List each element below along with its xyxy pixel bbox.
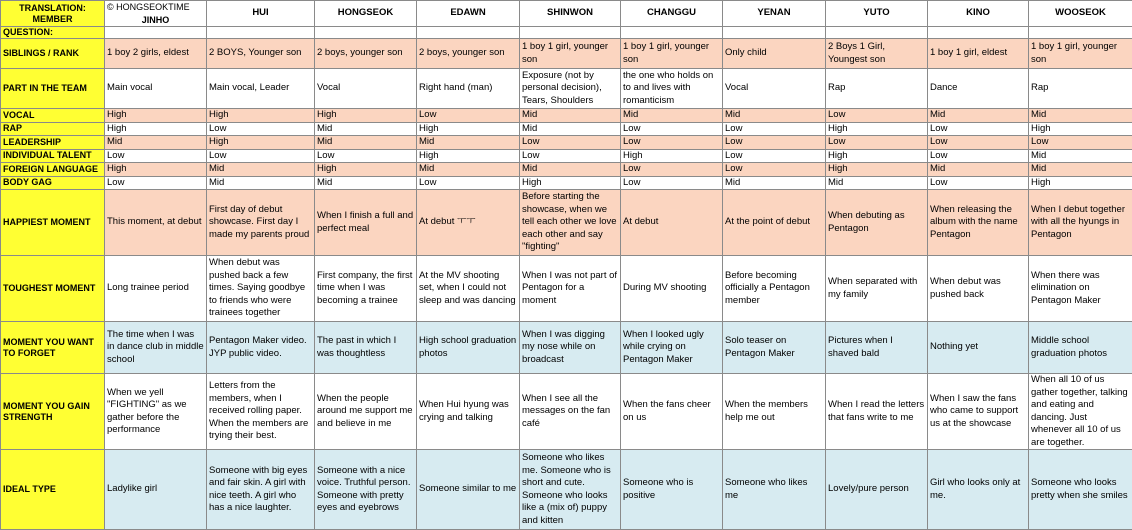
answer-cell: Mid [315, 122, 417, 136]
answer-cell: Low [621, 122, 723, 136]
answer-cell: Low [826, 109, 928, 123]
answer-cell: Low [520, 149, 621, 163]
member-label: MEMBER [3, 14, 102, 25]
answer-cell: High [621, 149, 723, 163]
answer-cell: Main vocal [105, 69, 207, 109]
answer-cell: When the members help me out [723, 374, 826, 450]
answer-cell: Mid [520, 109, 621, 123]
member-name: WOOSEOK [1029, 1, 1132, 27]
table-row [1, 109, 1132, 123]
empty-cell [826, 27, 928, 39]
table-row [1, 149, 1132, 163]
answer-cell: When debuting as Pentagon [826, 190, 928, 256]
member-name: EDAWN [417, 1, 520, 27]
question-label: RAP [1, 122, 105, 136]
question-label: FOREIGN LANGUAGE [1, 163, 105, 177]
answer-cell: Exposure (not by personal decision), Tears, Shoulders [520, 69, 621, 109]
answer-cell: the one who holds on to and lives with romanticism [621, 69, 723, 109]
answer-cell: Someone with big eyes and fair skin. A girl with nice teeth. A girl who has a nice laughter. [207, 450, 315, 530]
table-row [1, 374, 1132, 450]
answer-cell: High [520, 176, 621, 190]
answer-cell: High [105, 109, 207, 123]
answer-cell: Nothing yet [928, 322, 1029, 374]
answer-cell: Low [621, 136, 723, 150]
empty-cell [723, 27, 826, 39]
question-row [1, 27, 1132, 39]
answer-cell: 2 BOYS, Younger son [207, 39, 315, 69]
answer-cell: Someone similar to me [417, 450, 520, 530]
answer-cell: 1 boy 1 girl, eldest [928, 39, 1029, 69]
answer-cell: High [207, 136, 315, 150]
answer-cell: 2 boys, younger son [417, 39, 520, 69]
answer-cell: Low [723, 122, 826, 136]
answer-cell: High [207, 109, 315, 123]
answer-cell: Mid [520, 122, 621, 136]
answer-cell: Mid [928, 109, 1029, 123]
answer-cell: The past in which I was thoughtless [315, 322, 417, 374]
answer-cell: When I saw the fans who came to support us at the showcase [928, 374, 1029, 450]
answer-cell: Mid [826, 176, 928, 190]
answer-cell: Low [315, 149, 417, 163]
question-label: PART IN THE TEAM [1, 69, 105, 109]
answer-cell: Letters from the members, when I received rolling paper. When the members are trying their best. [207, 374, 315, 450]
member-name: YENAN [723, 1, 826, 27]
answer-cell: First company, the first time when I was becoming a trainee [315, 256, 417, 322]
answer-cell: Low [417, 109, 520, 123]
translation-label: TRANSLATION: [3, 3, 102, 14]
answer-cell: Mid [1029, 163, 1132, 177]
answer-cell: Ladylike girl [105, 450, 207, 530]
answer-cell: Mid [417, 163, 520, 177]
answer-cell: Mid [315, 136, 417, 150]
table-row [1, 256, 1132, 322]
answer-cell: High [826, 122, 928, 136]
answer-cell: 1 boy 1 girl, younger son [520, 39, 621, 69]
answer-cell: When I finish a full and perfect meal [315, 190, 417, 256]
answer-cell: Mid [207, 176, 315, 190]
answer-cell: Mid [207, 163, 315, 177]
table-row [1, 122, 1132, 136]
answer-cell: Girl who looks only at me. [928, 450, 1029, 530]
answer-cell: When all 10 of us gather together, talking and eating and dancing. Just whenever all 10 of us are together. [1029, 374, 1132, 450]
answer-cell: Low [928, 176, 1029, 190]
answer-cell: Low [105, 176, 207, 190]
member-name: SHINWON [520, 1, 621, 27]
answer-cell: High [315, 109, 417, 123]
empty-cell [105, 27, 207, 39]
answer-cell: Main vocal, Leader [207, 69, 315, 109]
empty-cell [417, 27, 520, 39]
answer-cell: Mid [1029, 149, 1132, 163]
answer-cell: First day of debut showcase. First day I made my parents proud [207, 190, 315, 256]
answer-cell: Low [105, 149, 207, 163]
answer-cell: Dance [928, 69, 1029, 109]
answer-cell: Rap [1029, 69, 1132, 109]
jinho-header [105, 1, 207, 27]
empty-cell [621, 27, 723, 39]
answer-cell: 1 boy 2 girls, eldest [105, 39, 207, 69]
answer-cell: When I see all the messages on the fan café [520, 374, 621, 450]
answer-cell: When I debut together with all the hyungs in Pentagon [1029, 190, 1132, 256]
answer-cell: Mid [621, 109, 723, 123]
answer-cell: 1 boy 1 girl, younger son [621, 39, 723, 69]
answer-cell: Before becoming officially a Pentagon member [723, 256, 826, 322]
answer-cell: At debut [621, 190, 723, 256]
question-label: BODY GAG [1, 176, 105, 190]
answer-cell: Pentagon Maker video. JYP public video. [207, 322, 315, 374]
answer-cell: Mid [417, 136, 520, 150]
answer-cell: Only child [723, 39, 826, 69]
answer-cell: High [105, 163, 207, 177]
answer-cell: At the MV shooting set, when I could not sleep and was dancing [417, 256, 520, 322]
answer-cell: High [417, 122, 520, 136]
empty-cell [520, 27, 621, 39]
question-label: INDIVIDUAL TALENT [1, 149, 105, 163]
member-name: KINO [928, 1, 1029, 27]
answer-cell: High [315, 163, 417, 177]
answer-cell: When releasing the album with the name Pentagon [928, 190, 1029, 256]
question-label: LEADERSHIP [1, 136, 105, 150]
credit-watermark: © HONGSEOKTIME [107, 1, 204, 14]
answer-cell: Someone who looks pretty when she smiles [1029, 450, 1132, 530]
table-row [1, 136, 1132, 150]
table-row [1, 39, 1132, 69]
table-row [1, 163, 1132, 177]
answer-cell: Low [520, 136, 621, 150]
answer-cell: When the fans cheer on us [621, 374, 723, 450]
answer-cell: High [826, 163, 928, 177]
answer-cell: High [417, 149, 520, 163]
answer-cell: When debut was pushed back a few times. Saying goodbye to friends who were trainees together [207, 256, 315, 322]
empty-cell [928, 27, 1029, 39]
answer-cell: Mid [1029, 109, 1132, 123]
table-row [1, 322, 1132, 374]
answer-cell: Pictures when I shaved bald [826, 322, 928, 374]
answer-cell: Mid [723, 176, 826, 190]
answer-cell: Low [417, 176, 520, 190]
answer-cell: Low [1029, 136, 1132, 150]
answer-cell: Low [621, 163, 723, 177]
answer-cell: High [105, 122, 207, 136]
empty-cell [315, 27, 417, 39]
answer-cell: Low [928, 149, 1029, 163]
answer-cell: Low [928, 136, 1029, 150]
table-row [1, 69, 1132, 109]
answer-cell: When I was digging my nose while on broadcast [520, 322, 621, 374]
answer-cell: Mid [315, 176, 417, 190]
answer-cell: At debut ㅜㅜ [417, 190, 520, 256]
question-label: TOUGHEST MOMENT [1, 256, 105, 322]
answer-cell: When I was not part of Pentagon for a moment [520, 256, 621, 322]
question-label: HAPPIEST MOMENT [1, 190, 105, 256]
answer-cell: When the people around me support me and believe in me [315, 374, 417, 450]
answer-cell: Someone with a nice voice. Truthful person. Someone with pretty eyes and eyebrows [315, 450, 417, 530]
question-label: IDEAL TYPE [1, 450, 105, 530]
answer-cell: Mid [723, 109, 826, 123]
answer-cell: Low [207, 149, 315, 163]
answer-cell: 1 boy 1 girl, younger son [1029, 39, 1132, 69]
answer-cell: Low [826, 136, 928, 150]
answer-cell: Long trainee period [105, 256, 207, 322]
answer-cell: Mid [520, 163, 621, 177]
answer-cell: Rap [826, 69, 928, 109]
answer-cell: High [1029, 122, 1132, 136]
member-name: CHANGGU [621, 1, 723, 27]
answer-cell: Middle school graduation photos [1029, 322, 1132, 374]
answer-cell: When Hui hyung was crying and talking [417, 374, 520, 450]
table-row [1, 176, 1132, 190]
answer-cell: When I read the letters that fans write to me [826, 374, 928, 450]
answer-cell: Vocal [723, 69, 826, 109]
answer-cell: Right hand (man) [417, 69, 520, 109]
answer-cell: When we yell "FIGHTING" as we gather before the performance [105, 374, 207, 450]
answer-cell: Low [723, 149, 826, 163]
table-row [1, 450, 1132, 530]
answer-cell: Lovely/pure person [826, 450, 928, 530]
answer-cell: Vocal [315, 69, 417, 109]
answer-cell: During MV shooting [621, 256, 723, 322]
empty-cell [1029, 27, 1132, 39]
question-label: MOMENT YOU WANT TO FORGET [1, 322, 105, 374]
table-row [1, 190, 1132, 256]
answer-cell: 2 Boys 1 Girl, Youngest son [826, 39, 928, 69]
answer-cell: Someone who likes me [723, 450, 826, 530]
question-label: QUESTION: [1, 27, 105, 39]
answer-cell: This moment, at debut [105, 190, 207, 256]
question-label: VOCAL [1, 109, 105, 123]
answer-cell: When I looked ugly while crying on Pentagon Maker [621, 322, 723, 374]
member-name: HONGSEOK [315, 1, 417, 27]
answer-cell: High [1029, 176, 1132, 190]
question-label: MOMENT YOU GAIN STRENGTH [1, 374, 105, 450]
answer-cell: When there was elimination on Pentagon Maker [1029, 256, 1132, 322]
answer-cell: Low [621, 176, 723, 190]
header-row [1, 1, 1132, 27]
answer-cell: 2 boys, younger son [315, 39, 417, 69]
answer-cell: High school graduation photos [417, 322, 520, 374]
answer-cell: The time when I was in dance club in middle school [105, 322, 207, 374]
answer-cell: Mid [105, 136, 207, 150]
answer-cell: Solo teaser on Pentagon Maker [723, 322, 826, 374]
answer-cell: Low [723, 163, 826, 177]
member-name: YUTO [826, 1, 928, 27]
table-body [1, 1, 1132, 530]
answer-cell: Someone who is positive [621, 450, 723, 530]
answer-cell: At the point of debut [723, 190, 826, 256]
member-name: HUI [207, 1, 315, 27]
answer-cell: When separated with my family [826, 256, 928, 322]
member-name: JINHO [107, 14, 204, 27]
header-label-cell [1, 1, 105, 27]
answer-cell: Low [207, 122, 315, 136]
answer-cell: Mid [928, 163, 1029, 177]
answer-cell: High [826, 149, 928, 163]
answer-cell: When debut was pushed back [928, 256, 1029, 322]
answer-cell: Someone who likes me. Someone who is short and cute. Someone who looks like a (mix of) puppy and kitten [520, 450, 621, 530]
question-label: SIBLINGS / RANK [1, 39, 105, 69]
answer-cell: Before starting the showcase, when we tell each other we love each other and say "fighting" [520, 190, 621, 256]
answer-cell: Low [928, 122, 1029, 136]
answer-cell: Low [723, 136, 826, 150]
empty-cell [207, 27, 315, 39]
